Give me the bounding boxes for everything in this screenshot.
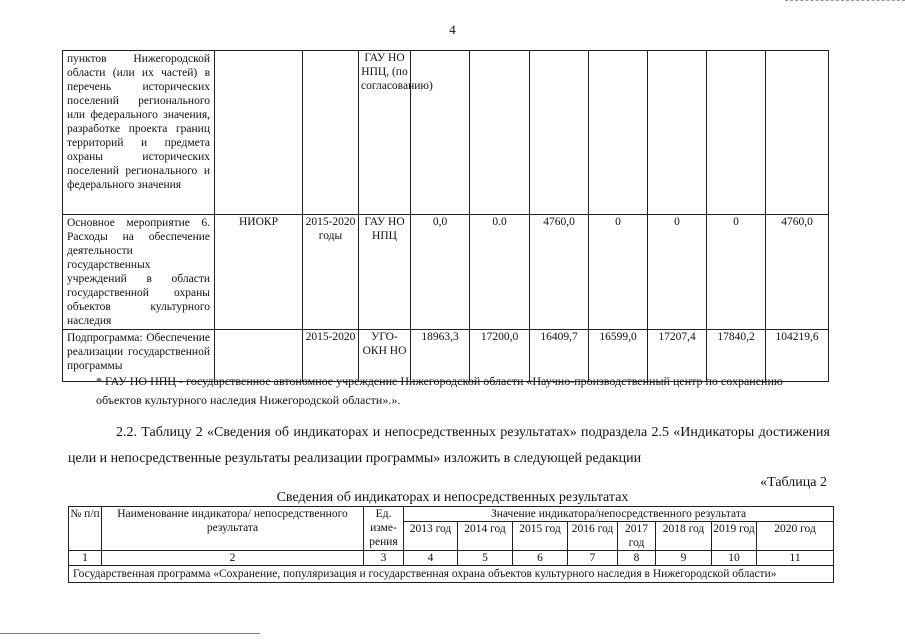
period: 2015-2020 <box>303 330 359 382</box>
value-cell <box>648 51 707 215</box>
column-number: 8 <box>618 551 656 566</box>
scan-mark-top <box>785 0 905 4</box>
program-row <box>69 566 834 583</box>
column-number: 5 <box>458 551 513 566</box>
column-number: 11 <box>757 551 834 566</box>
value-cell: 4760,0 <box>530 215 589 330</box>
table-label: «Таблица 2 <box>760 475 827 490</box>
column-number: 1 <box>69 551 102 566</box>
column-number: 7 <box>568 551 618 566</box>
value-cell <box>707 51 766 215</box>
footnote: * ГАУ НО НПЦ - государственное автономное учреждение Нижегородской области «Научно-производственный центр по сохранению объектов культурного наследия Нижегородской области».». <box>96 374 783 407</box>
value-cell <box>530 51 589 215</box>
value-cell <box>589 51 648 215</box>
column-number: 9 <box>656 551 712 566</box>
total-cell <box>766 51 829 215</box>
header-unit: Ед. изме- рения <box>364 507 404 551</box>
executor: ГАУ НО НПЦ, (по согласованию) <box>359 51 411 215</box>
value-cell: 0 <box>648 215 707 330</box>
value-cell: 17207,4 <box>648 330 707 382</box>
value-cell <box>411 51 470 215</box>
column-number: 6 <box>513 551 568 566</box>
executor: УГО-ОКН НО <box>359 330 411 382</box>
year-header: 2013 год <box>404 522 458 551</box>
year-header: 2014 год <box>458 522 513 551</box>
value-cell: 0 <box>707 215 766 330</box>
table-row <box>63 51 829 215</box>
total-cell: 104219,6 <box>766 330 829 382</box>
header-number: № п/п <box>69 507 102 551</box>
page-number: 4 <box>449 22 456 37</box>
year-header: 2016 год <box>568 522 618 551</box>
value-cell: 16599,0 <box>589 330 648 382</box>
measure-name: Основное мероприятие 6. Расходы на обеспечение деятельности государственных учреждений в области государственной охраны объектов культурного наследия <box>63 215 215 330</box>
indicators-table <box>68 506 834 583</box>
table-title: Сведения об индикаторах и непосредственных результатах <box>276 490 629 505</box>
value-cell: 17840,2 <box>707 330 766 382</box>
header-indicator-name: Наименование индикатора/ непосредственного результата <box>102 507 364 551</box>
year-header: 2019 год <box>712 522 757 551</box>
header-values: Значение индикатора/непосредственного результата <box>404 507 834 522</box>
table-row <box>63 215 829 330</box>
header-row <box>69 507 834 522</box>
program-title: Государственная программа «Сохранение, популяризация и государственная охрана объектов культурного наследия в Нижегородской области» <box>69 566 834 583</box>
measure-name: Подпрограмма: Обеспечение реализации государственной программы <box>63 330 215 382</box>
period <box>303 51 359 215</box>
value-cell <box>470 51 530 215</box>
value-cell: 18963,3 <box>411 330 470 382</box>
numbering-row <box>69 551 834 566</box>
period: 2015-2020 годы <box>303 215 359 330</box>
value-cell: 0,0 <box>411 215 470 330</box>
value-cell: 0 <box>589 215 648 330</box>
amendment-paragraph: 2.2. Таблицу 2 «Сведения об индикаторах и непосредственных результатах» подраздела 2.5 «Индикаторы достижения цели и непосредственные результаты реализации программы» изложить в следующей редакции <box>68 425 830 466</box>
total-cell: 4760,0 <box>766 215 829 330</box>
year-header: 2017 год <box>618 522 656 551</box>
value-cell: 16409,7 <box>530 330 589 382</box>
column-number: 2 <box>102 551 364 566</box>
year-header: 2015 год <box>513 522 568 551</box>
funding-source: НИОКР <box>215 215 303 330</box>
value-cell: 17200,0 <box>470 330 530 382</box>
funding-source <box>215 51 303 215</box>
column-number: 3 <box>364 551 404 566</box>
scan-mark-bottom <box>0 633 260 636</box>
column-number: 10 <box>712 551 757 566</box>
executor: ГАУ НО НПЦ <box>359 215 411 330</box>
year-header: 2020 год <box>757 522 834 551</box>
value-cell: 0.0 <box>470 215 530 330</box>
column-number: 4 <box>404 551 458 566</box>
expenses-table <box>62 50 829 382</box>
year-header: 2018 год <box>656 522 712 551</box>
measure-name: пунктов Нижегородской области (или их частей) в перечень исторических поселений регионального или федерального значения, разработке проекта границ территорий и предмета охраны исторических поселений регионального и федерального значения <box>63 51 215 215</box>
